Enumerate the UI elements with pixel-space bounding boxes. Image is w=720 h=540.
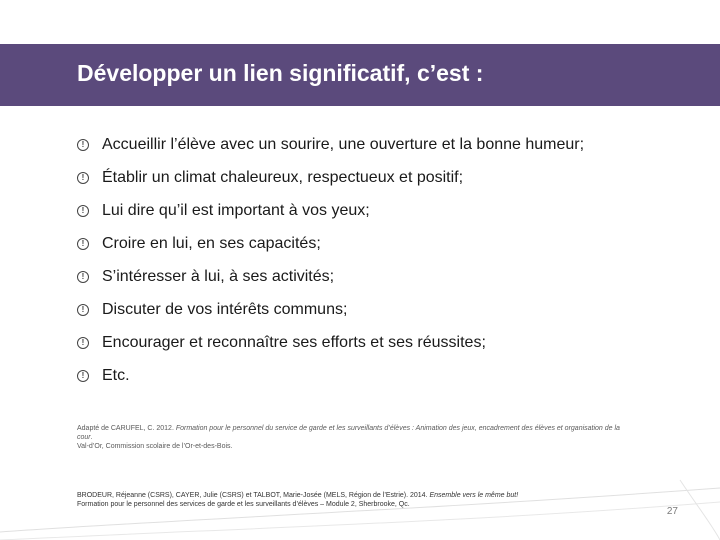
bullet-list	[77, 135, 637, 399]
bullet-text: Croire en lui, en ses capacités;	[102, 235, 321, 252]
circle-exclamation-icon: !	[77, 337, 89, 349]
bullet-text: Lui dire qu’il est important à vos yeux;	[102, 202, 370, 219]
bullet-item	[77, 234, 637, 254]
circle-exclamation-icon: !	[77, 205, 89, 217]
bullet-text: Accueillir l’élève avec un sourire, une ouverture et la bonne humeur;	[102, 136, 585, 153]
credits-authors: BRODEUR, Réjeanne (CSRS), CAYER, Julie (CSRS) et TALBOT, Marie-Josée (MELS, Région de l’Estrie). 2014.	[77, 492, 430, 499]
bullet-item	[77, 135, 637, 155]
circle-exclamation-icon: !	[77, 139, 89, 151]
circle-exclamation-icon: !	[77, 370, 89, 382]
decorative-curves	[0, 440, 720, 540]
slide-title: Développer un lien significatif, c’est :	[77, 60, 484, 86]
bullet-text: Établir un climat chaleureux, respectueux et positif;	[102, 169, 464, 186]
circle-exclamation-icon: !	[77, 271, 89, 283]
circle-exclamation-icon: !	[77, 304, 89, 316]
source-suffix: .	[90, 434, 93, 441]
title-bar	[0, 44, 720, 106]
bullet-item	[77, 201, 637, 221]
circle-exclamation-icon: !	[77, 172, 89, 184]
source-prefix: Adapté de CARUFEL, C. 2012.	[77, 425, 176, 432]
bullet-item	[77, 366, 637, 386]
bullet-text: Etc.	[102, 367, 130, 384]
bullet-text: Encourager et reconnaître ses efforts et ses réussites;	[102, 334, 486, 351]
bullet-item	[77, 300, 637, 320]
credits-title: Ensemble vers le même but!	[429, 492, 519, 499]
bullet-item	[77, 168, 637, 188]
bullet-text: S’intéresser à lui, à ses activités;	[102, 268, 335, 285]
source-publisher: Val-d’Or, Commission scolaire de l’Or-et-des-Bois.	[77, 443, 233, 450]
credits	[77, 491, 637, 509]
page-number: 27	[666, 506, 678, 517]
bullet-item	[77, 267, 637, 287]
credits-module: Formation pour le personnel des services de garde et les surveillants d’élèves – Module 2, Sherbrooke, Qc.	[77, 501, 410, 508]
bullet-text: Discuter de vos intérêts communs;	[102, 301, 348, 318]
source-title: Formation pour le personnel du service de garde et les surveillants d’élèves : Animation des jeux, encadrement des élèves et organisation de la cour	[77, 425, 620, 441]
circle-exclamation-icon: !	[77, 238, 89, 250]
bullet-item	[77, 333, 637, 353]
